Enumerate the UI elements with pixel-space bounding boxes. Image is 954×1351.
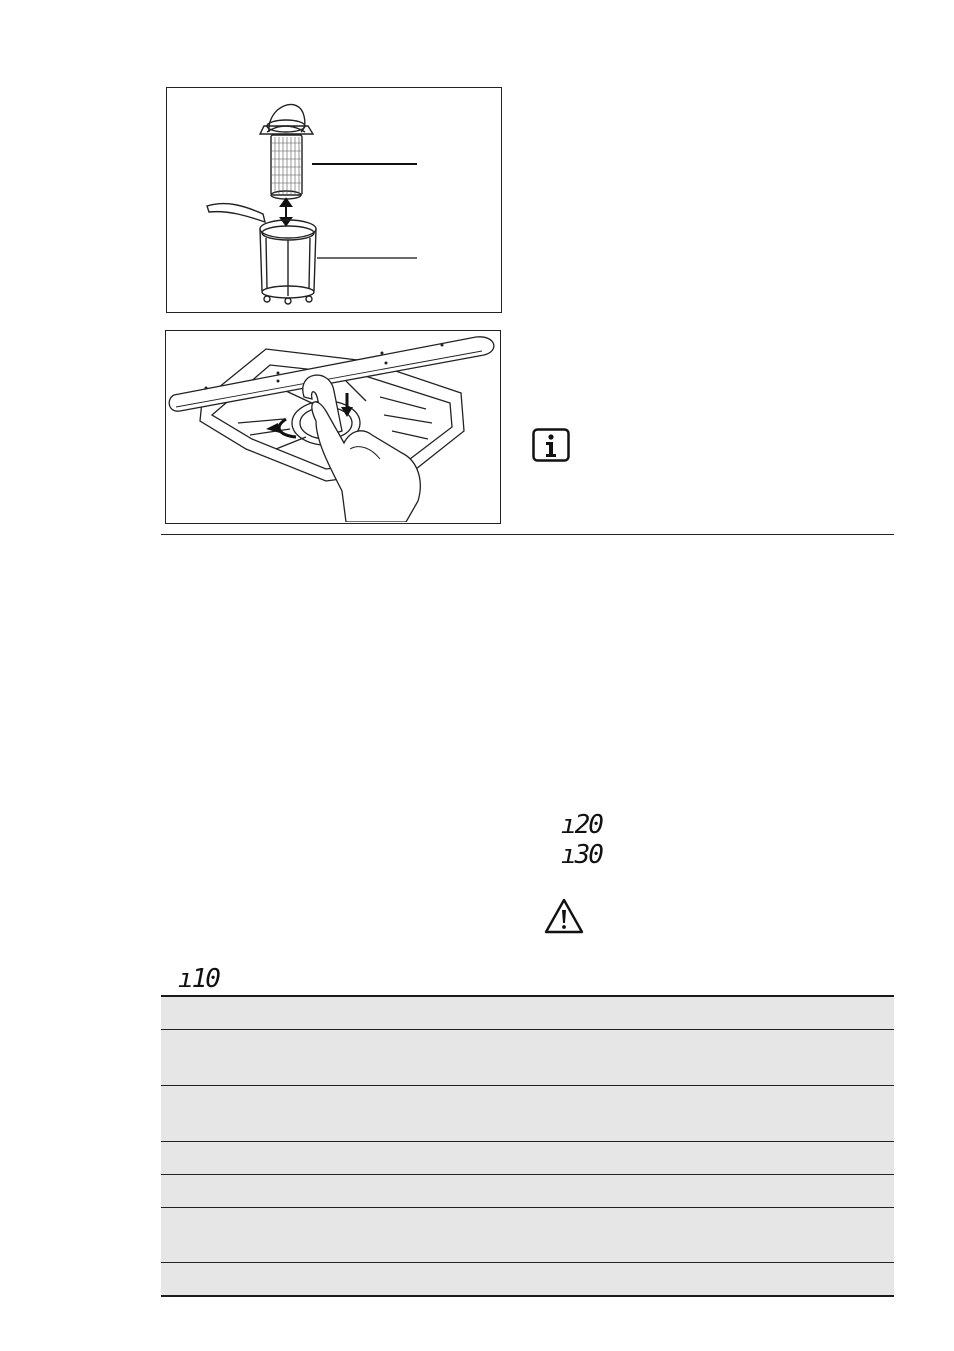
table-row — [161, 1263, 894, 1297]
spray-arm-figure — [165, 330, 501, 524]
filter-assembly-figure — [166, 87, 502, 313]
display-code-30: ı30 — [561, 840, 602, 870]
data-table — [161, 995, 894, 1297]
spray-arm-illustration — [166, 331, 499, 522]
table-row — [161, 1175, 894, 1208]
table-row — [161, 997, 894, 1030]
info-icon — [532, 428, 570, 462]
table-row — [161, 1142, 894, 1175]
table-row — [161, 1208, 894, 1263]
table-row — [161, 1030, 894, 1086]
table-row — [161, 1086, 894, 1142]
section-divider — [161, 534, 894, 535]
display-code-10: ı10 — [178, 964, 219, 994]
filter-illustration — [167, 88, 500, 311]
display-code-20: ı20 — [561, 810, 602, 840]
warning-icon — [543, 897, 585, 935]
